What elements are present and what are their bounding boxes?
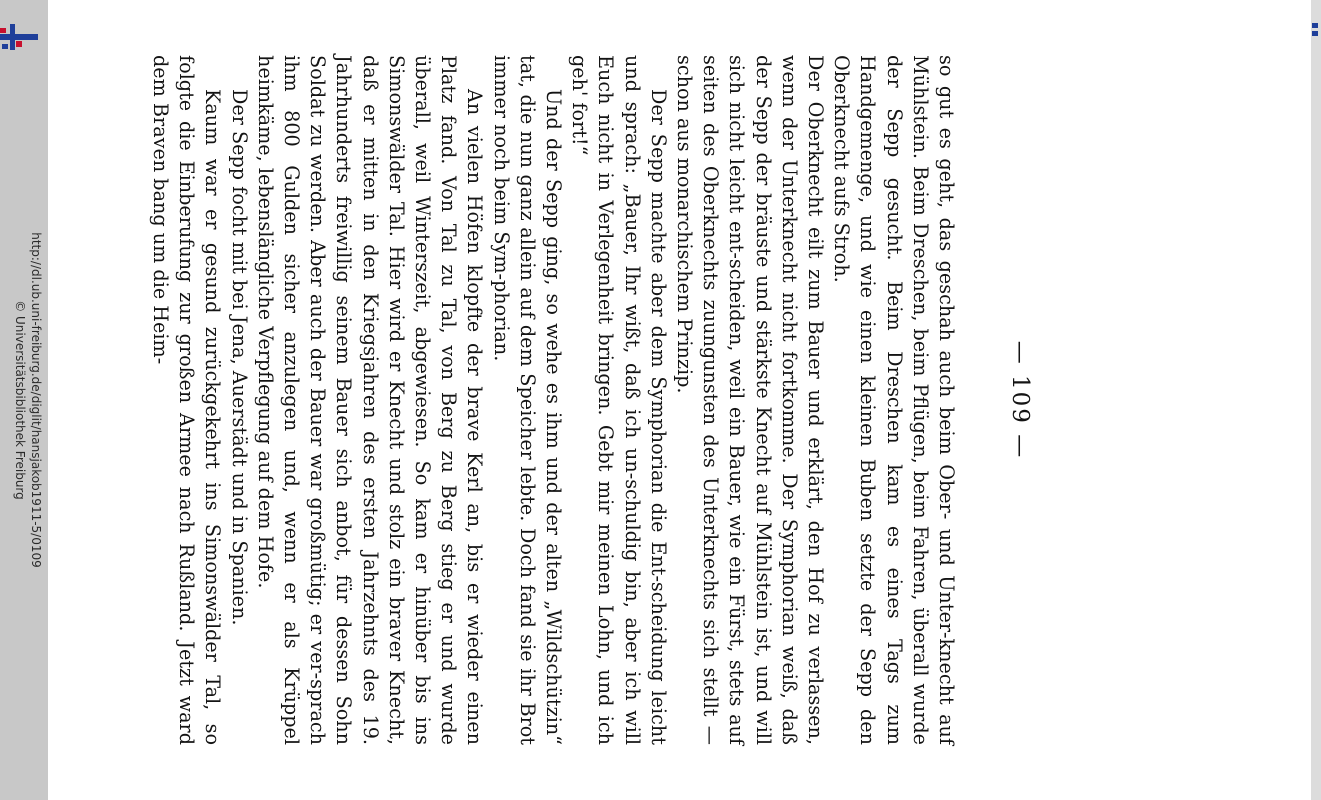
page-edge-mark-icon <box>1312 22 1318 36</box>
paragraph: Der Sepp focht mit bei Jena, Auerstädt und in Spanien. <box>227 89 251 626</box>
paragraph: An vielen Höfen klopfte der brave Kerl an, bis er wieder einen Platz fand. Von Tal zu Tal, von Berg zu Berg stieg er und wurde überall, weil Winterszeit, abgewiesen. So kam er hinüber bis ins Simonswälder Tal. Hier wird er Knecht und stolz ein braver Knecht, daß er mitten in den Kriegsjahren des ersten Jahrzehnts des 19. Jahrhunderts freiwillig seinem Bauer sich anbot, für dessen Sohn Soldat zu werden. Aber auch der Bauer war großmütig; er ver-sprach ihm 800 Gulden sicher anzulegen und, wenn er als Krüppel heimkäme, lebenslängliche Verpflegung auf dem Hofe. <box>253 55 487 745</box>
body-text <box>147 55 959 745</box>
paragraph: Der Sepp machte aber dem Symphorian die Ent-scheidung leicht und sprach: „Bauer, Ihr wißt, daß ich un-schuldig bin, aber ich will Euch nicht in Verlegenheit bringen. Gebt mir meinen Lohn, und ich geh' fort!“ <box>568 55 670 745</box>
rotated-page-content <box>148 55 1223 745</box>
scanned-page <box>48 0 1311 800</box>
paragraph: so gut es geht, das geschah auch beim Ober- und Unter-knecht auf Mühlstein. Beim Dreschen, beim Pflügen, beim Fahren, überall wurde der Sepp gesucht. Beim Dreschen kam es eines Tags zum Handgemenge, und wie einen kleinen Buben setzte der Sepp den Oberknecht aufs Stroh. <box>830 55 958 745</box>
left-margin-strip <box>0 0 48 800</box>
source-stamp <box>4 0 44 800</box>
right-margin-strip <box>1311 0 1321 800</box>
copyright-notice: © Universitätsbibliothek Freiburg <box>13 300 27 500</box>
paragraph: Kaum war er gesund zurückgekehrt ins Simonswälder Tal, so folgte die Einberufung zur großen Armee nach Rußland. Jetzt ward dem Braven bang um die Heim- <box>148 55 225 745</box>
source-url[interactable]: http://dl.ub.uni-freiburg.de/diglit/hansjakob1911-5/0109 <box>29 232 43 568</box>
paragraph: Der Oberknecht eilt zum Bauer und erklärt, den Hof zu verlassen, wenn der Unterknecht nicht fortkomme. Der Symphorian weiß, daß der Sepp der bräuste und stärkste Knecht auf Mühlstein ist, und will sich nicht leicht ent-scheiden, weil ein Bauer, wie ein Fürst, stets auf seiten des Oberknechts zuungunsten des Unterknechts sich stellt — schon aus monarchischem Prinzip. <box>672 55 827 745</box>
page-number: — 109 — <box>1007 340 1033 460</box>
paragraph: Und der Sepp ging, so wehe es ihm und der alten „Wildschützin“ tat, die nun ganz allein auf dem Speicher lebte. Doch fand sie ihr Brot immer noch beim Sym-phorian. <box>489 55 565 745</box>
